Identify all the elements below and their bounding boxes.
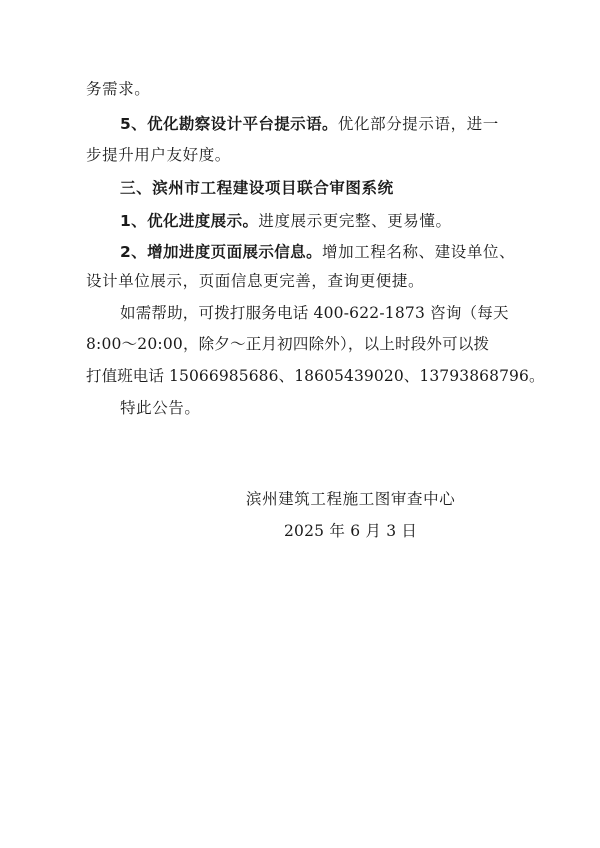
item5-title: 5、优化勘察设计平台提示语。 [120, 115, 338, 133]
section3-item2-text-part2: 设计单位展示，页面信息更完善，查询更便捷。 [86, 272, 425, 290]
section3-heading: 三、滨州市工程建设项目联合审图系统 [120, 179, 394, 197]
signature-org: 滨州建筑工程施工图审查中心 [246, 490, 456, 508]
item5-paragraph [120, 114, 499, 134]
closing-text: 特此公告。 [120, 399, 201, 417]
section3-item2-title: 2、增加进度页面展示信息。 [120, 243, 322, 261]
section3-item1-text: 进度展示更完整、更易懂。 [258, 212, 452, 230]
help-line-2: 8:00～20:00，除夕～正月初四除外），以上时段外可以拨 [86, 335, 490, 353]
section3-item2-text-part1: 增加工程名称、建设单位、 [322, 243, 516, 261]
section3-item2-paragraph [120, 242, 515, 262]
item5-text-part1: 优化部分提示语，进一 [337, 115, 499, 133]
signature-date: 2025 年 6 月 3 日 [284, 522, 418, 540]
item5-text-part2: 步提升用户友好度。 [86, 146, 231, 164]
help-line-1: 如需帮助，可拨打服务电话 400-622-1873 咨询（每天 [120, 304, 509, 322]
help-line-3: 打值班电话 15066985686、18605439020、13793868796。 [86, 367, 545, 385]
section3-item1-title: 1、优化进度展示。 [120, 212, 259, 230]
section3-item1-paragraph [120, 211, 452, 231]
continuation-text: 务需求。 [86, 80, 151, 98]
